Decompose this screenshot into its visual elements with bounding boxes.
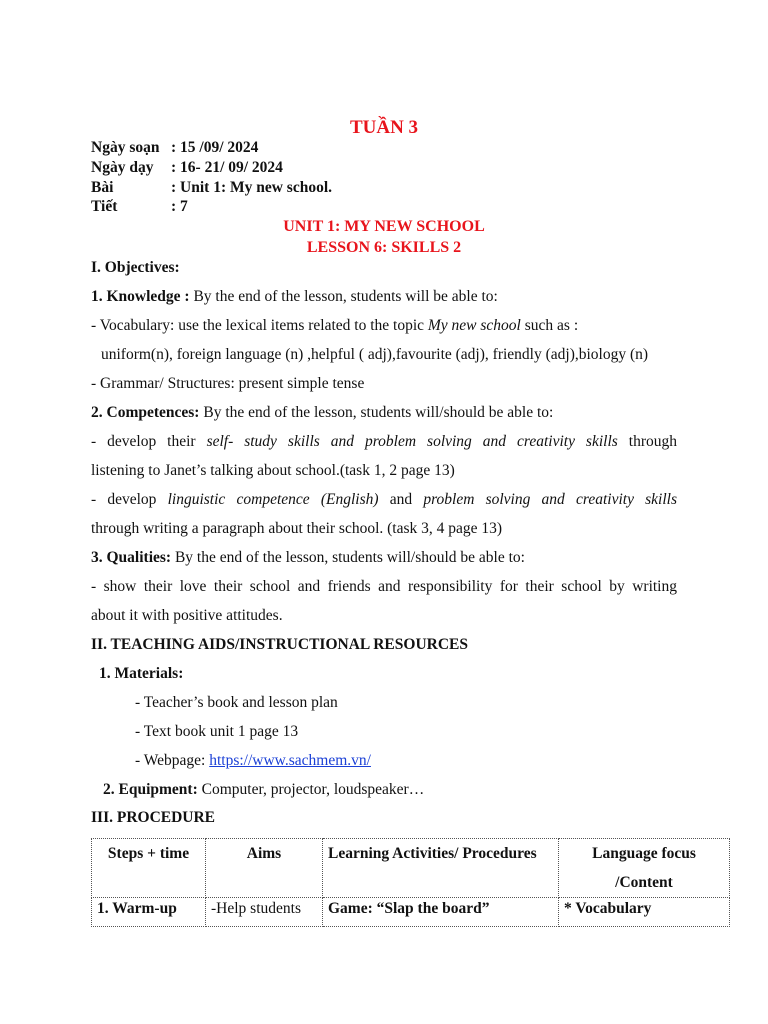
competence-1-line [91,433,677,451]
procedure-table [91,838,730,927]
comp1-italic: self- study skills and problem solving and creativity skills [206,433,618,450]
qualities-line [91,549,677,567]
grammar-line: - Grammar/ Structures: present simple tense [91,375,365,392]
aids-heading: II. TEACHING AIDS/INSTRUCTIONAL RESOURCES [91,636,468,653]
table-header-row [92,839,730,898]
competences-text: By the end of the lesson, students will/should be able to: [199,404,554,421]
header-steps: Steps + time [92,839,206,898]
qualities-line-2: about it with positive attitudes. [91,607,283,624]
webpage-label: - Webpage: [135,752,210,769]
cell-activity: Game: “Slap the board” [323,898,559,927]
competence-1-line-2: listening to Janet’s talking about school.(task 1, 2 page 13) [91,462,455,479]
comp2-italic-1: linguistic competence (English) [167,491,379,508]
meta-lesson [91,179,332,197]
meta-key: Tiết [91,198,118,215]
meta-key: Ngày soạn [91,139,160,156]
equipment-label: 2. Equipment: [103,781,198,798]
vocab-suffix: such as : [520,317,579,334]
comp2-italic-2: problem solving and creativity skills [423,491,677,508]
webpage-link[interactable]: https://www.sachmem.vn/ [209,752,371,769]
competences-line [91,404,677,422]
week-title: TUẦN 3 [349,117,419,138]
cell-step: 1. Warm-up [92,898,206,927]
header-activities: Learning Activities/ Procedures [323,839,559,898]
objectives-heading: I. Objectives: [91,259,180,276]
procedure-heading: III. PROCEDURE [91,809,216,826]
qualities-label: 3. Qualities: [91,549,172,566]
comp1-suffix: through [628,433,677,450]
knowledge-text: By the end of the lesson, students will be able to: [193,288,498,305]
lesson-title: LESSON 6: SKILLS 2 [306,239,462,256]
comp2-prefix: - develop [91,491,168,508]
meta-date-taught [91,159,283,177]
competence-2-line-2: through writing a paragraph about their school. (task 3, 4 page 13) [91,520,503,537]
qualities-text: By the end of the lesson, students will/should be able to: [171,549,525,566]
vocabulary-line [91,317,677,335]
equipment-text: Computer, projector, loudspeaker… [197,781,425,798]
webpage-line [135,752,721,770]
knowledge-label: 1. Knowledge : [91,288,194,305]
vocab-topic: My new school [427,317,521,334]
equipment-line [103,781,689,799]
meta-value: : 15 /09/ 2024 [171,139,259,156]
comp2-mid: and [389,491,424,508]
meta-value: : 7 [171,198,188,215]
materials-label: 1. Materials: [99,665,184,682]
cell-aims: -Help students [206,898,323,927]
vocabulary-items: uniform(n), foreign language (n) ,helpful ( adj),favourite (adj), friendly (adj),biology (n) [101,346,649,363]
qualities-line-1: - show their love their school and friends and responsibility for their school by writing [91,578,677,595]
meta-period [91,198,188,216]
header-aims: Aims [206,839,323,898]
header-language-focus: Language focus /Content [559,839,730,898]
meta-key: Bài [91,179,114,196]
comp1-prefix: - develop their [91,433,207,450]
meta-key: Ngày dạy [91,159,154,176]
meta-value: : 16- 21/ 09/ 2024 [171,159,283,176]
material-item: - Text book unit 1 page 13 [135,723,299,740]
material-item: - Teacher’s book and lesson plan [135,694,338,711]
unit-title: UNIT 1: MY NEW SCHOOL [283,218,485,235]
meta-value: : Unit 1: My new school. [171,179,333,196]
table-row [92,898,730,927]
vocab-prefix: - Vocabulary: use the lexical items related to the topic [91,317,428,334]
competences-label: 2. Competences: [91,404,200,421]
meta-date-prepared [91,139,258,157]
knowledge-line [91,288,677,306]
cell-language-focus: * Vocabulary [559,898,730,927]
competence-2-line [91,491,677,509]
